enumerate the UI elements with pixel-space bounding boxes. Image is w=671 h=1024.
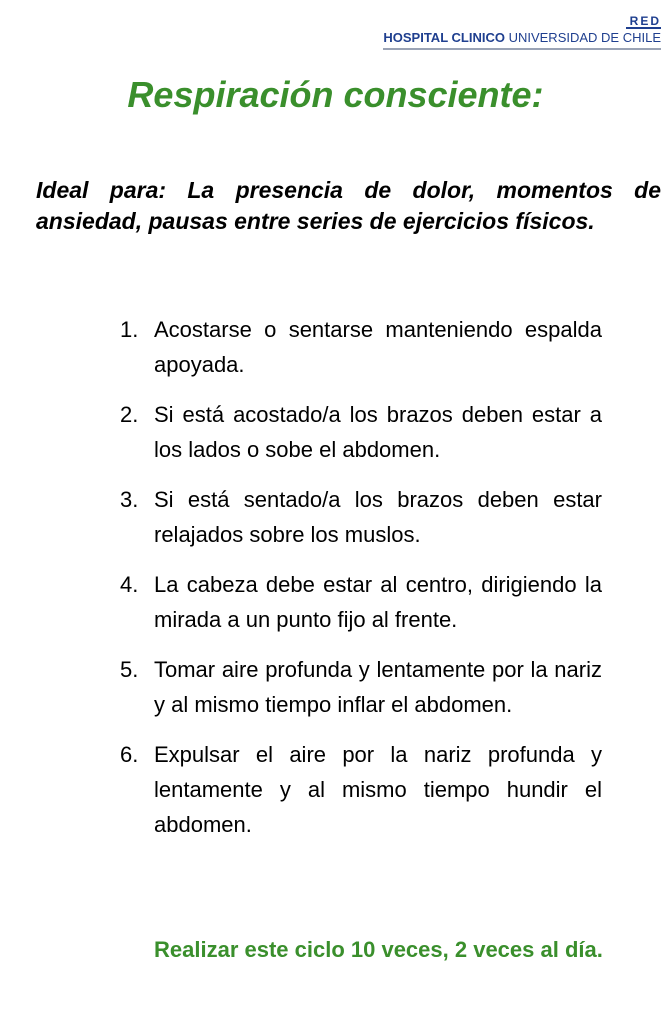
step-number: 1. xyxy=(120,317,139,342)
steps-list xyxy=(120,312,602,857)
step-number: 6. xyxy=(120,742,139,767)
ideal-for-text: Ideal para: La presencia de dolor, momentos de ansiedad, pausas entre series de ejercicios físicos. xyxy=(36,177,661,234)
step-text: Tomar aire profunda y lentamente por la nariz y al mismo tiempo inflar el abdomen. xyxy=(154,657,602,717)
university-text: UNIVERSIDAD DE CHILE xyxy=(508,30,661,45)
step-text: La cabeza debe estar al centro, dirigiendo la mirada a un punto fijo al frente. xyxy=(154,572,602,632)
hospital-logo xyxy=(383,12,661,50)
page-title: Respiración consciente: xyxy=(127,74,544,115)
step-number: 4. xyxy=(120,572,139,597)
step-number: 5. xyxy=(120,657,139,682)
hospital-name xyxy=(383,30,661,46)
step-item xyxy=(120,482,602,552)
hospital-clinico-text: HOSPITAL CLINICO xyxy=(383,30,505,45)
step-item xyxy=(120,652,602,722)
step-number: 2. xyxy=(120,402,139,427)
step-item xyxy=(120,737,602,842)
closing-instruction: Realizar este ciclo 10 veces, 2 veces al día. xyxy=(154,937,603,962)
step-text: Si está sentado/a los brazos deben estar relajados sobre los muslos. xyxy=(154,487,602,547)
step-item xyxy=(120,312,602,382)
header-rule xyxy=(383,48,661,50)
step-text: Expulsar el aire por la nariz profunda y lentamente y al mismo tiempo hundir el abdomen. xyxy=(154,742,602,837)
step-number: 3. xyxy=(120,487,139,512)
red-label: RED xyxy=(626,15,661,29)
step-text: Si está acostado/a los brazos deben estar a los lados o sobe el abdomen. xyxy=(154,402,602,462)
step-item xyxy=(120,397,602,467)
step-text: Acostarse o sentarse manteniendo espalda apoyada. xyxy=(154,317,602,377)
step-item xyxy=(120,567,602,637)
